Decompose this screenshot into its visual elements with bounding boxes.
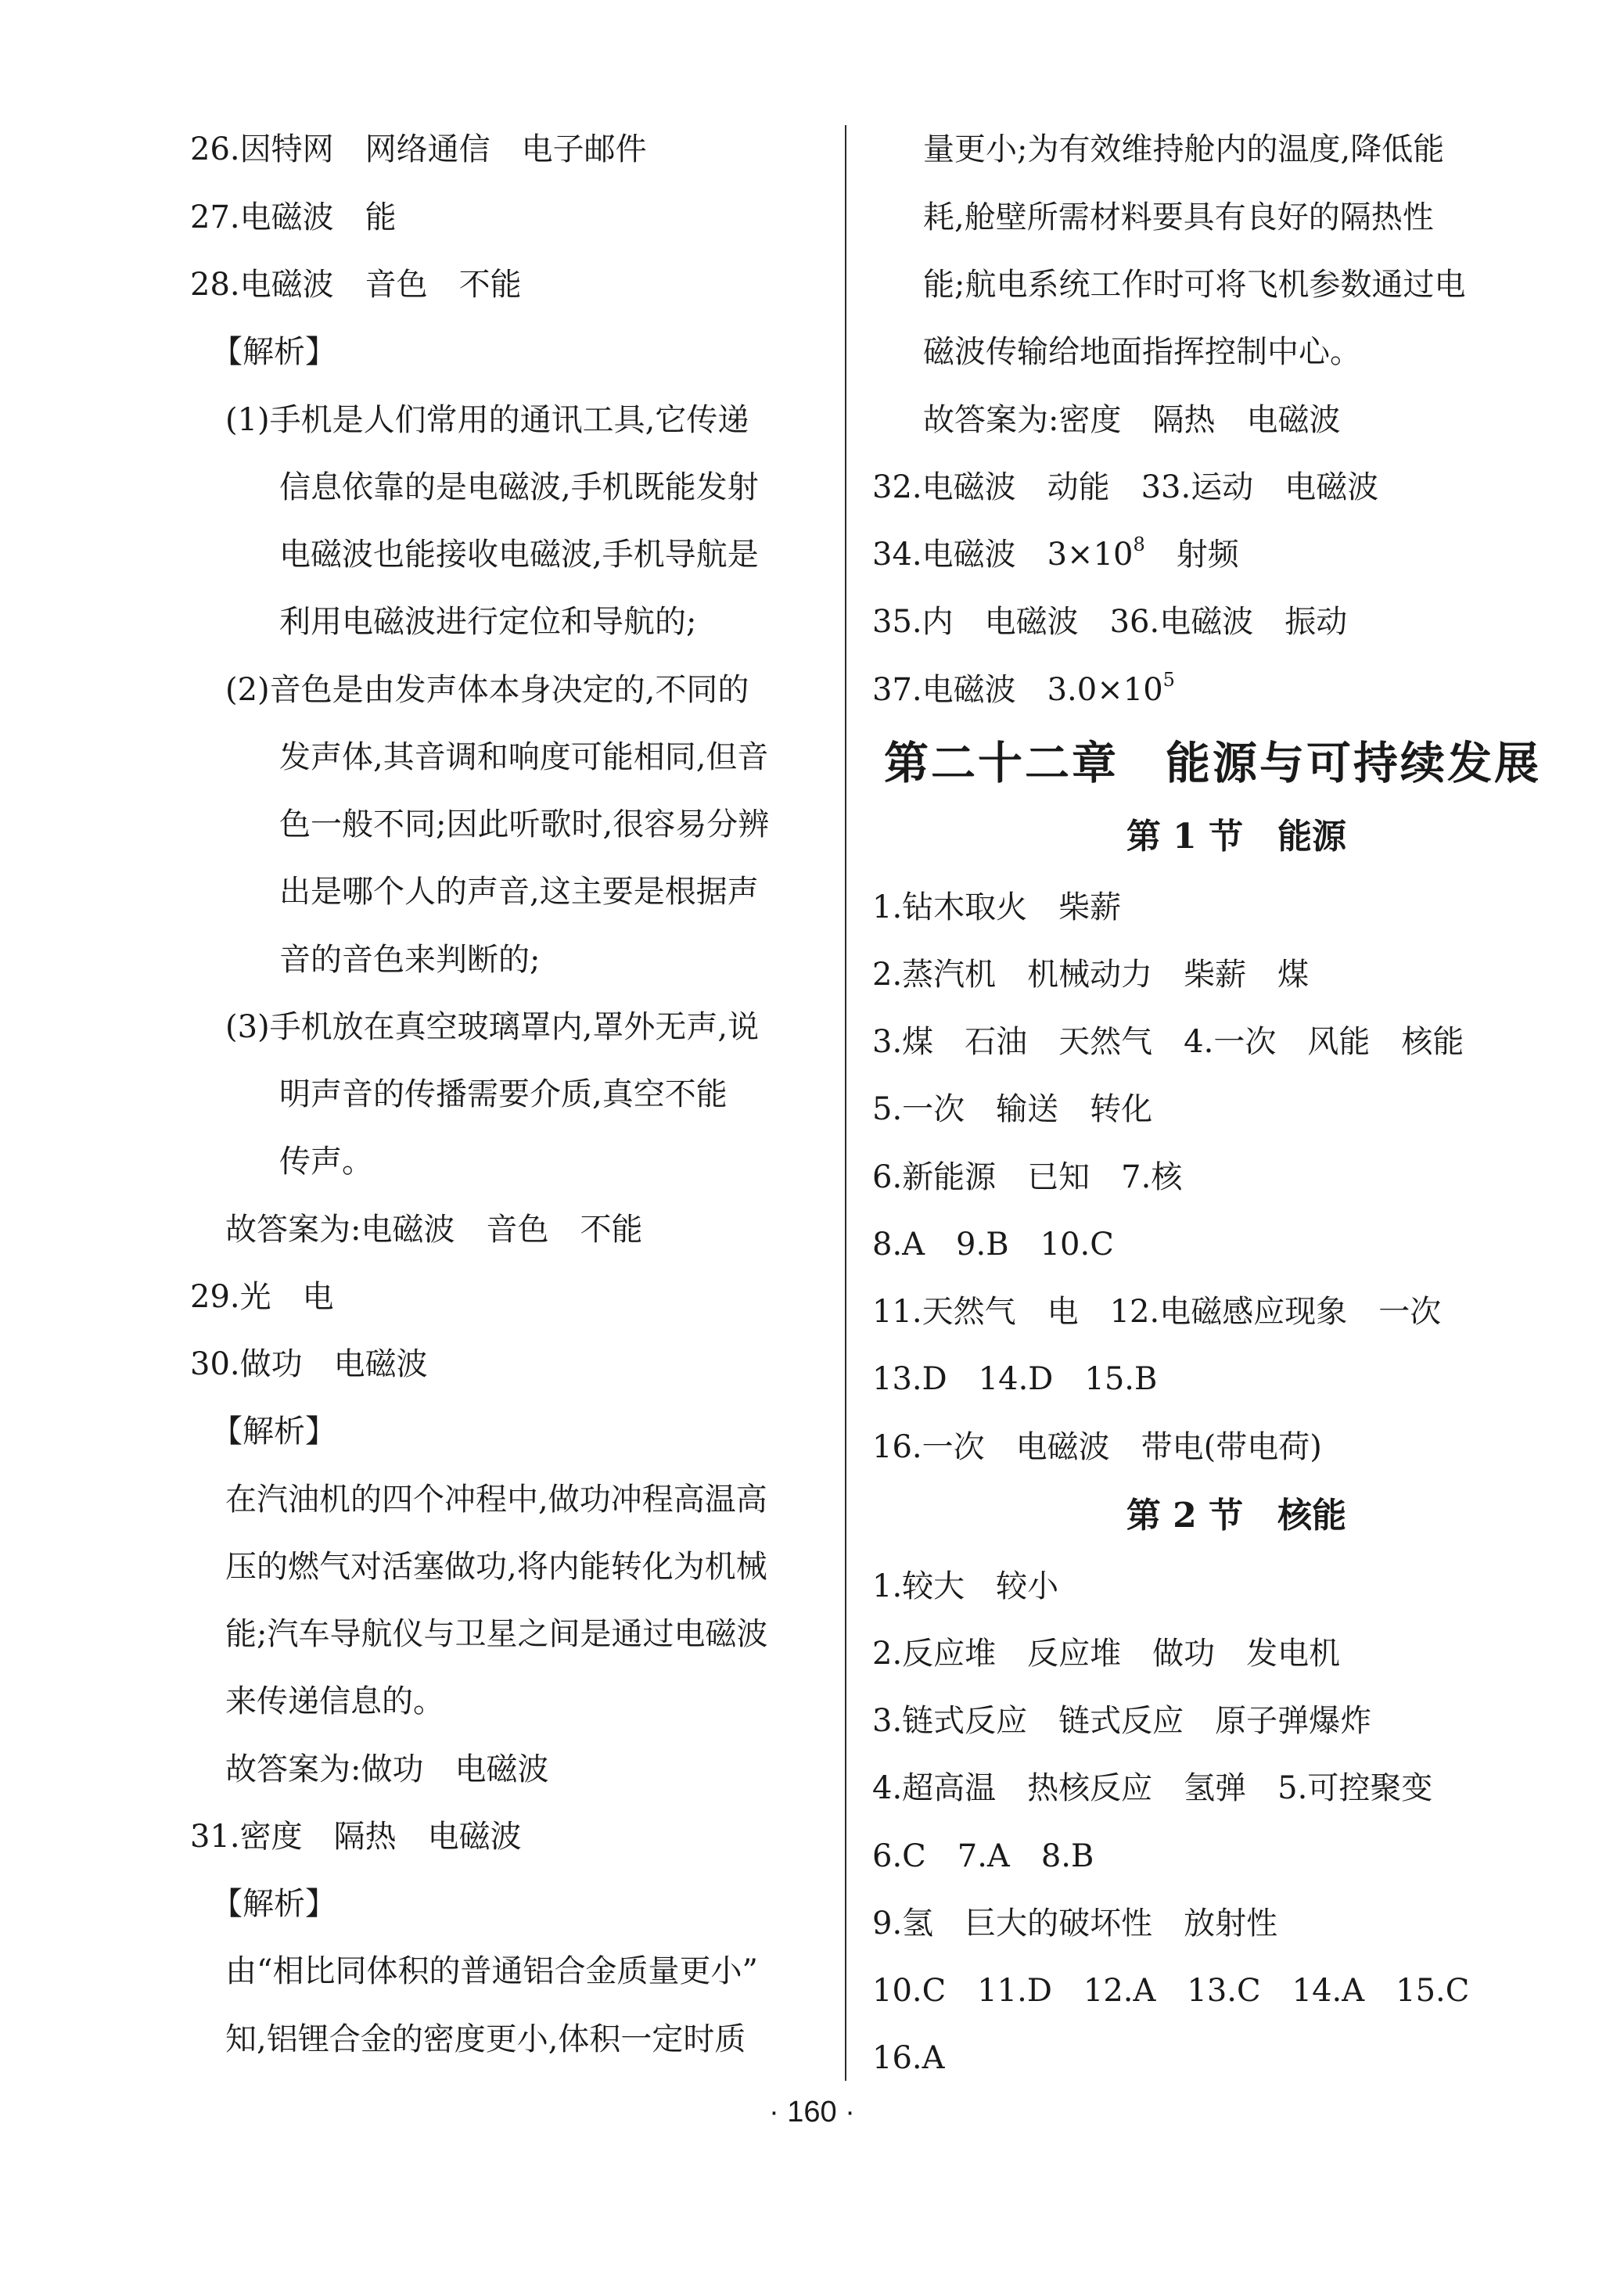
- analysis-text: 能;航电系统工作时可将飞机参数通过电: [923, 267, 1466, 303]
- analysis-text: 利用电磁波进行定位和导航的;: [279, 604, 697, 640]
- analysis-text: 信息依靠的是电磁波,手机既能发射: [279, 469, 759, 505]
- answer-line: 13.D 14.D 15.B: [872, 1361, 1158, 1397]
- analysis-text: 出是哪个人的声音,这主要是根据声: [279, 874, 759, 910]
- answer-line: 3.链式反应 链式反应 原子弹爆炸: [872, 1703, 1372, 1739]
- answer-line: 4.超高温 热核反应 氢弹 5.可控聚变: [872, 1770, 1433, 1806]
- answer-line: 27.电磁波 能: [190, 199, 397, 235]
- analysis-text: 知,铝锂合金的密度更小,体积一定时质: [225, 2021, 746, 2057]
- answer-line: 35.内 电磁波 36.电磁波 振动: [872, 604, 1348, 640]
- answer-line: 8.A 9.B 10.C: [872, 1227, 1114, 1263]
- analysis-text: 传声。: [279, 1144, 373, 1180]
- answer-line: 6.新能源 已知 7.核: [872, 1159, 1183, 1195]
- answer-line: [872, 668, 1175, 712]
- answer-line: 1.钻木取火 柴薪: [872, 889, 1122, 925]
- answer-line: 3.煤 石油 天然气 4.一次 风能 核能: [872, 1024, 1464, 1060]
- page-number: · 160 ·: [769, 2096, 855, 2129]
- answer-line: 10.C 11.D 12.A 13.C 14.A 15.C: [872, 1973, 1470, 2009]
- section-heading: [849, 1493, 1624, 1539]
- analysis-text: 在汽油机的四个冲程中,做功冲程高温高: [225, 1482, 767, 1518]
- analysis-text: 磁波传输给地面指挥控制中心。: [923, 334, 1361, 370]
- section-name: 核能: [1277, 1496, 1347, 1536]
- analysis-text: 量更小;为有效维持舱内的温度,降低能: [923, 131, 1445, 167]
- section-number: 第 2 节: [1126, 1496, 1244, 1536]
- answer-text: 37.电磁波 3.0×10: [872, 672, 1163, 708]
- analysis-text: 色一般不同;因此听歌时,很容易分辨: [279, 806, 770, 842]
- analysis-text: 压的燃气对活塞做功,将内能转化为机械: [225, 1549, 767, 1585]
- column-divider: [845, 125, 846, 2081]
- answer-summary: 故答案为:做功 电磁波: [225, 1751, 549, 1787]
- analysis-text: 明声音的传播需要介质,真空不能: [279, 1076, 728, 1112]
- analysis-text: 来传递信息的。: [225, 1683, 444, 1719]
- answer-line: 6.C 7.A 8.B: [872, 1838, 1094, 1874]
- analysis-label: 【解析】: [211, 1886, 336, 1922]
- answer-line: 16.一次 电磁波 带电(带电荷): [872, 1429, 1322, 1465]
- analysis-label: 【解析】: [211, 1414, 336, 1450]
- answer-summary: 故答案为:密度 隔热 电磁波: [923, 402, 1341, 438]
- answer-line: 26.因特网 网络通信 电子邮件: [190, 131, 647, 167]
- answer-line: 1.较大 较小: [872, 1568, 1059, 1604]
- analysis-text: 能;汽车导航仪与卫星之间是通过电磁波: [225, 1616, 768, 1652]
- answer-line: 9.氢 巨大的破坏性 放射性: [872, 1906, 1278, 1942]
- answer-line: 28.电磁波 音色 不能: [190, 267, 522, 303]
- answer-line: 2.蒸汽机 机械动力 柴薪 煤: [872, 957, 1310, 993]
- answer-line: 2.反应堆 反应堆 做功 发电机: [872, 1636, 1341, 1672]
- answer-summary: 故答案为:电磁波 音色 不能: [225, 1212, 643, 1248]
- answer-line: 32.电磁波 动能 33.运动 电磁波: [872, 469, 1379, 505]
- section-heading: [849, 814, 1624, 860]
- exponent: 5: [1162, 669, 1175, 691]
- answer-text: 射频: [1144, 537, 1239, 573]
- answer-line: 16.A: [872, 2040, 945, 2076]
- answer-line: 5.一次 输送 转化: [872, 1091, 1153, 1127]
- analysis-text: 音的音色来判断的;: [279, 942, 541, 978]
- answer-line: [872, 533, 1239, 577]
- analysis-label: 【解析】: [211, 334, 336, 370]
- analysis-text: (1)手机是人们常用的通讯工具,它传递: [225, 402, 749, 438]
- analysis-text: 由“相比同体积的普通铝合金质量更小”: [225, 1953, 758, 1989]
- section-number: 第 1 节: [1126, 817, 1244, 857]
- analysis-text: (2)音色是由发声体本身决定的,不同的: [225, 672, 749, 708]
- analysis-text: 发声体,其音调和响度可能相同,但音: [279, 739, 769, 775]
- analysis-text: 耗,舱壁所需材料要具有良好的隔热性: [923, 199, 1434, 235]
- chapter-title: 第二十二章 能源与可持续发展: [884, 737, 1541, 789]
- analysis-text: (3)手机放在真空玻璃罩内,罩外无声,说: [225, 1009, 760, 1045]
- exponent: 8: [1133, 533, 1145, 555]
- answer-line: 30.做功 电磁波: [190, 1346, 428, 1382]
- analysis-text: 电磁波也能接收电磁波,手机导航是: [279, 537, 759, 573]
- answer-line: 29.光 电: [190, 1279, 334, 1315]
- answer-text: 34.电磁波 3×10: [872, 537, 1134, 573]
- section-name: 能源: [1277, 817, 1347, 857]
- answer-line: 31.密度 隔热 电磁波: [190, 1819, 522, 1855]
- answer-line: 11.天然气 电 12.电磁感应现象 一次: [872, 1294, 1442, 1330]
